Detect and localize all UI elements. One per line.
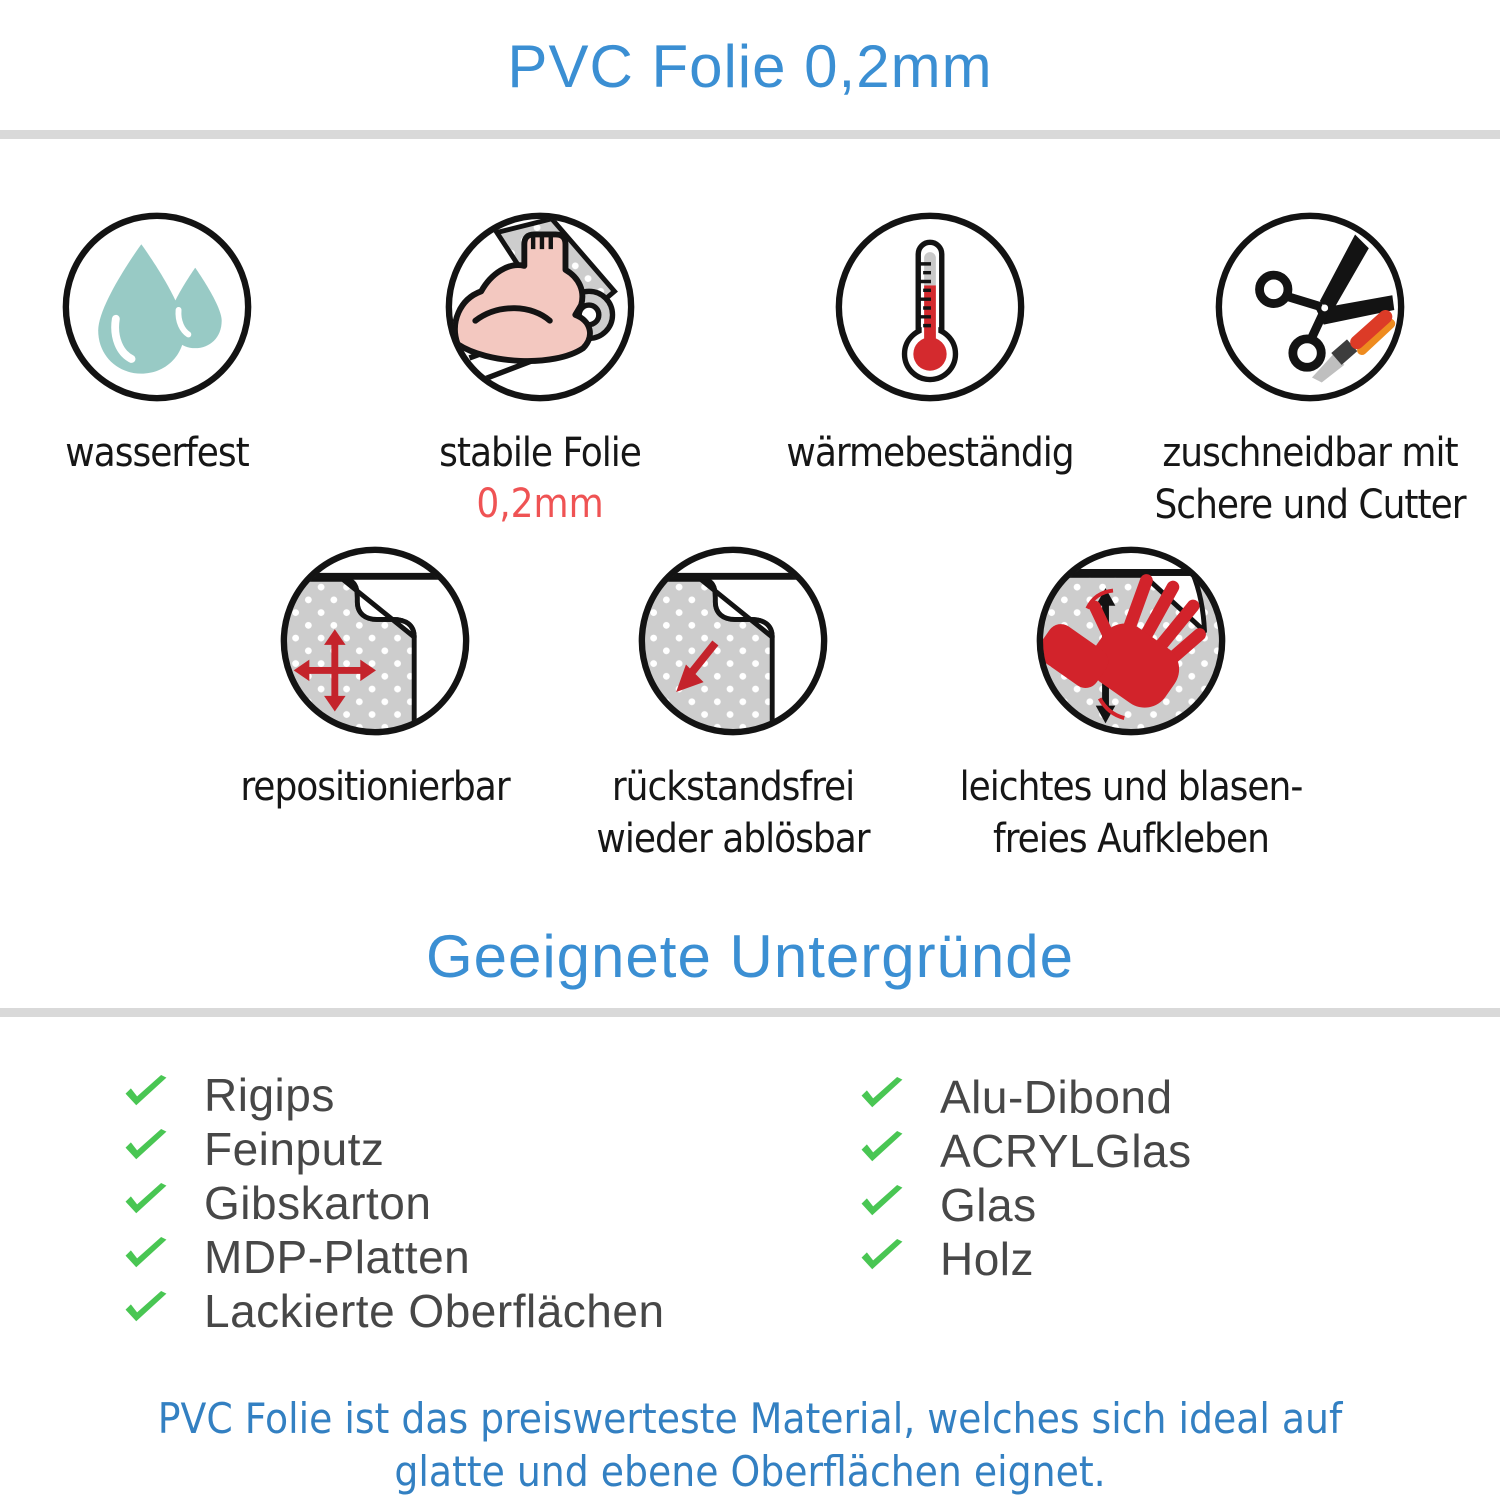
footer-note: [0, 1392, 1500, 1498]
surface-label: Feinputz: [204, 1123, 385, 1175]
feature-zuschneidbar: [1120, 209, 1500, 531]
feature-repositionierbar: [205, 543, 545, 813]
check-icon: [858, 1131, 906, 1171]
list-item: [858, 1070, 1192, 1124]
surface-label: Alu-Dibond: [940, 1071, 1173, 1123]
surface-label: Lackierte Oberflächen: [204, 1285, 665, 1337]
check-icon: [858, 1077, 906, 1117]
list-item: [858, 1232, 1192, 1286]
feature-label: rückstandsfrei: [611, 764, 855, 810]
surface-label: Holz: [940, 1233, 1035, 1285]
surfaces-title: Geeignete Untergründe: [425, 923, 1075, 990]
feature-label: Schere und Cutter: [1154, 482, 1466, 528]
surface-label: ACRYLGlas: [940, 1125, 1192, 1177]
surface-label: MDP-Platten: [204, 1231, 471, 1283]
surfaces-column-left: [122, 1068, 665, 1338]
thermometer-icon: [832, 209, 1028, 405]
feature-label: wasserfest: [65, 430, 249, 476]
surface-label: Glas: [940, 1179, 1037, 1231]
check-icon: [122, 1129, 170, 1169]
list-item: [122, 1068, 665, 1122]
feature-label: stabile Folie: [439, 430, 641, 476]
list-item: [858, 1124, 1192, 1178]
feature-wasserfest: [7, 209, 307, 479]
feature-stabile-folie: [370, 209, 710, 529]
feature-label: wärmebeständig: [786, 430, 1074, 476]
water-drops-icon: [59, 209, 255, 405]
feature-rueckstandsfrei: [563, 543, 903, 865]
list-item: [122, 1122, 665, 1176]
feature-waermebestaendig: [760, 209, 1100, 479]
feature-label: wieder ablösbar: [596, 816, 870, 862]
bubble-free-application-icon: [1033, 543, 1229, 739]
top-divider: [0, 130, 1500, 139]
mid-divider: [0, 1008, 1500, 1017]
feature-label: zuschneidbar mit: [1162, 430, 1458, 476]
feature-sublabel-thickness: 0,2mm: [476, 481, 604, 527]
check-icon: [122, 1291, 170, 1331]
list-item: [122, 1284, 665, 1338]
surfaces-column-right: [858, 1070, 1192, 1286]
check-icon: [858, 1239, 906, 1279]
check-icon: [122, 1237, 170, 1277]
repositionable-foil-icon: [277, 543, 473, 739]
residue-free-removal-icon: [635, 543, 831, 739]
scissors-cutter-icon: [1212, 209, 1408, 405]
footer-line: glatte und ebene Oberflächen eignet.: [394, 1447, 1106, 1496]
feature-label: freies Aufkleben: [993, 816, 1269, 862]
feature-blasenfrei: [941, 543, 1321, 865]
surface-label: Gibskarton: [204, 1177, 432, 1229]
check-icon: [122, 1075, 170, 1115]
surface-label: Rigips: [204, 1069, 335, 1121]
list-item: [858, 1178, 1192, 1232]
feature-label: leichtes und blasen-: [959, 764, 1303, 810]
check-icon: [858, 1185, 906, 1225]
check-icon: [122, 1183, 170, 1223]
list-item: [122, 1230, 665, 1284]
muscle-arm-foil-icon: [442, 209, 638, 405]
footer-line: PVC Folie ist das preiswerteste Material, welches sich ideal auf: [157, 1394, 1343, 1443]
list-item: [122, 1176, 665, 1230]
feature-label: repositionierbar: [240, 764, 510, 810]
page-title: PVC Folie 0,2mm: [507, 33, 993, 100]
